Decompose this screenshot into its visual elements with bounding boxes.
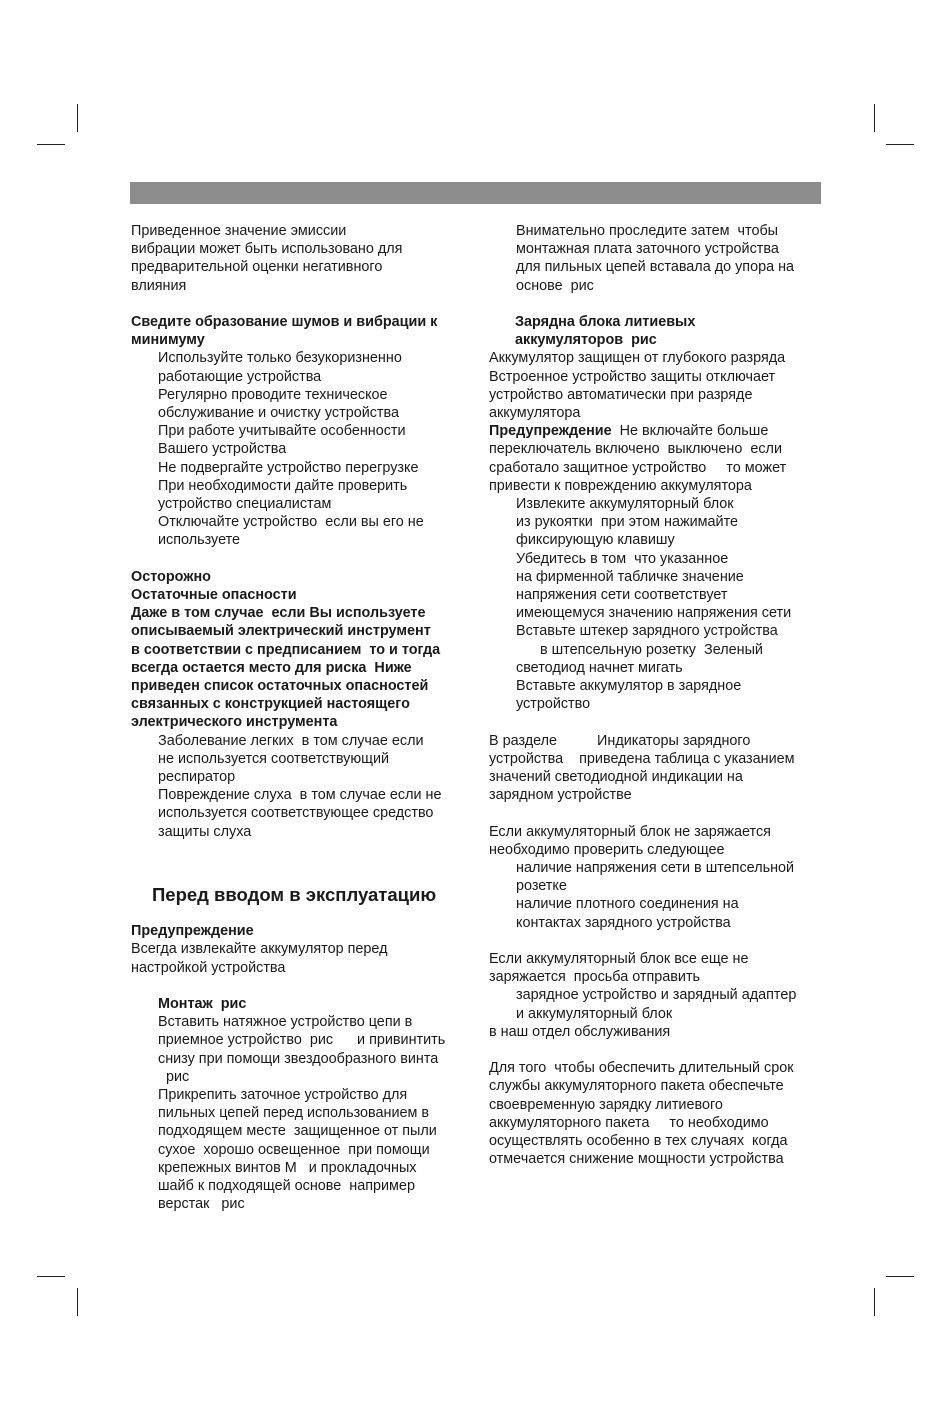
list-item: из рукоятки при этом нажимайте [516, 514, 739, 531]
crop-mark [874, 104, 875, 132]
text-line: переключатель включено выключено если [489, 441, 782, 458]
text-line: аккумуляторного пакета то необходимо [489, 1114, 769, 1131]
not-charging-paragraph [489, 823, 824, 859]
list-item: Вставить натяжное устройство цепи в [158, 1014, 413, 1031]
crop-mark [886, 1276, 914, 1277]
list-item: Не подвергайте устройство перегрузке [158, 459, 419, 476]
crop-mark [886, 144, 914, 145]
list-item: снизу при помощи звездообразного винта [158, 1050, 439, 1067]
text-line: Встроенное устройство защиты отключает [489, 368, 776, 385]
text-line: в соответствии с предписанием то и тогда [131, 641, 441, 658]
mount-section [131, 995, 471, 1213]
text-line: значений светодиодной индикации на [489, 769, 743, 786]
still-not-charging-list [489, 986, 824, 1022]
list-item: напряжения сети соответствует [516, 587, 728, 604]
list-item: рис [158, 1068, 190, 1085]
list-item: наличие напряжения сети в штепсельной [516, 860, 795, 877]
list-item: Регулярно проводите техническое [158, 386, 388, 403]
still-not-charging-paragraph [489, 950, 824, 986]
text-line: в наш отдел обслуживания [489, 1023, 671, 1040]
warning-paragraph [131, 940, 471, 976]
text-line: Приведенное значение эмиссии [131, 223, 347, 239]
text-line: своевременную зарядку литиевого [489, 1096, 723, 1113]
list-item: сухое хорошо освещенное при помощи [158, 1141, 430, 1158]
text-line: предварительной оценки негативного [131, 259, 383, 276]
list-item: Убедитесь в том что указанное [516, 550, 729, 567]
charge-steps-list [489, 495, 824, 713]
list-item: и аккумуляторный блок [516, 1005, 673, 1022]
list-item: на фирменной табличке значение [516, 568, 744, 585]
text-line: Если аккумуляторный блок не заряжается [489, 823, 771, 840]
text-line: Всегда извлекайте аккумулятор перед [131, 941, 388, 958]
text-line: заряжается просьба отправить [489, 969, 701, 986]
indicator-paragraph [489, 732, 824, 805]
text-line: влияния [131, 277, 187, 294]
text-line: устройства приведена таблица с указанием [489, 750, 795, 767]
text-line: сработало защитное устройство то может [489, 459, 787, 476]
charge-paragraph [489, 349, 824, 422]
text-line: Аккумулятор защищен от глубокого разряда [489, 350, 786, 367]
crop-mark [77, 104, 78, 132]
list-item: монтажная плата заточного устройства [516, 241, 779, 258]
list-item: Прикрепить заточное устройство для [158, 1087, 408, 1104]
list-item: Вставьте аккумулятор в зарядное [516, 678, 742, 695]
mount-heading: Монтаж рис [158, 996, 247, 1013]
crop-mark [37, 144, 65, 145]
text-line: приведен список остаточных опасностей [131, 678, 429, 695]
list-item: в штепсельную розетку Зеленый [516, 641, 763, 658]
text-line: осуществлять особенно в тех случаях когда [489, 1133, 788, 1150]
crop-mark [37, 1276, 65, 1277]
intro-list [489, 222, 824, 295]
text-line: необходимо проверить следующее [489, 841, 725, 858]
intro-paragraph [131, 222, 471, 295]
text-line: отмечается снижение мощности устройства [489, 1151, 784, 1168]
heading-line: минимуму [131, 332, 205, 349]
list-item: зарядное устройство и зарядный адаптер [516, 987, 797, 1004]
warning-first-line: Не включайте больше [611, 423, 769, 440]
charge-heading [489, 313, 824, 349]
text-line: зарядном устройстве [489, 787, 632, 804]
warning-label: Предупреждение [489, 423, 612, 440]
text-line: В разделе Индикаторы зарядного [489, 732, 751, 749]
text-line: службы аккумуляторного пакета обеспечьте [489, 1078, 784, 1095]
list-item: устройство специалистам [158, 496, 332, 513]
text-line: привести к повреждению аккумулятора [489, 477, 752, 494]
list-item: Отключайте устройство если вы его не [158, 514, 424, 531]
list-item: верстак рис [158, 1196, 245, 1213]
list-item: Извлеките аккумуляторный блок [516, 496, 734, 513]
list-item: контактах зарядного устройства [516, 914, 731, 931]
list-item: фиксирующую клавишу [516, 532, 675, 549]
list-item: наличие плотного соединения на [516, 896, 739, 913]
section-title: Перед вводом в эксплуатацию [152, 884, 437, 906]
list-item: Вставьте штекер зарядного устройства [516, 623, 778, 640]
header-bar [130, 182, 821, 204]
list-item: работающие устройства [158, 368, 322, 385]
list-item: используется соответствующее средство [158, 805, 434, 822]
long-life-paragraph [489, 1059, 824, 1168]
list-item: основе рис [516, 277, 594, 294]
text-line: настройкой устройства [131, 959, 286, 976]
list-item: Используйте только безукоризненно [158, 350, 402, 367]
heading-line: Сведите образование шумов и вибрации к [131, 314, 438, 330]
list-item: Вашего устройства [158, 441, 287, 458]
not-charging-list [489, 859, 824, 932]
list-item: крепежных винтов М и прокладочных [158, 1159, 417, 1176]
list-item: защиты слуха [158, 823, 252, 840]
text-line: электрического инструмента [131, 714, 338, 731]
list-item: респиратор [158, 769, 236, 786]
crop-mark [874, 1288, 875, 1316]
list-item: При необходимости дайте проверить [158, 477, 408, 494]
text-line: связанных с конструкцией настоящего [131, 696, 410, 713]
list-item: Повреждение слуха в том случае если не [158, 787, 442, 804]
left-column [131, 222, 471, 1214]
text-line: аккумулятора [489, 405, 581, 422]
minimize-heading [131, 313, 471, 349]
heading-line: Зарядна блока литиевых [515, 314, 696, 330]
list-item: обслуживание и очистку устройства [158, 405, 400, 422]
right-column [489, 222, 824, 1168]
text-line: вибрации может быть использовано для [131, 241, 403, 258]
text-line: устройство автоматически при разряде [489, 386, 753, 403]
list-item: Внимательно проследите затем чтобы [516, 223, 779, 239]
list-item: приемное устройство рис и привинтить [158, 1032, 446, 1049]
list-item: пильных цепей перед использованием в [158, 1105, 430, 1122]
text-line: Для того чтобы обеспечить длительный срок [489, 1060, 794, 1077]
list-item: шайб к подходящей основе например [158, 1178, 415, 1195]
heading-line: аккумуляторов рис [515, 332, 657, 349]
list-item: светодиод начнет мигать [516, 659, 683, 676]
caution-heading: Осторожно [131, 568, 211, 585]
list-item: имеющемуся значению напряжения сети [516, 605, 792, 622]
list-item: используете [158, 532, 241, 549]
warning-heading: Предупреждение [131, 923, 254, 940]
list-item: для пильных цепей вставала до упора на [516, 259, 795, 276]
list-item: розетке [516, 878, 567, 895]
list-item: Заболевание легких в том случае если [158, 732, 424, 749]
list-item: подходящем месте защищенное от пыли [158, 1123, 437, 1140]
text-line: Даже в том случае если Вы используете [131, 605, 426, 622]
crop-mark [77, 1288, 78, 1316]
text-line [489, 422, 824, 440]
residual-paragraph [131, 604, 471, 731]
residual-heading: Остаточные опасности [131, 587, 297, 604]
list-item: не используется соответствующий [158, 750, 390, 767]
warning-paragraph [489, 422, 824, 495]
list-item: устройство [516, 696, 591, 713]
minimize-list [131, 349, 471, 549]
text-line: всегда остается место для риска Ниже [131, 659, 412, 676]
residual-list [131, 732, 471, 841]
text-line: Если аккумуляторный блок все еще не [489, 951, 749, 968]
list-item: При работе учитывайте особенности [158, 423, 406, 440]
text-line: описываемый электрический инструмент [131, 623, 431, 640]
